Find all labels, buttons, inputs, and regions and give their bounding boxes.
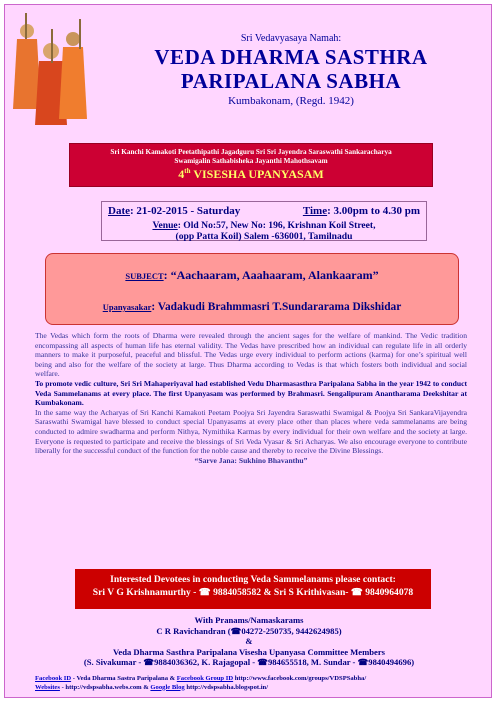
event-number: 4: [178, 167, 185, 181]
subject-label: SUBJECT: [125, 271, 164, 281]
footer-ampersand: &: [245, 636, 253, 646]
invocation-text: Sri Vedavyasaya Namah:: [240, 33, 342, 44]
upanyasakar-row: [46, 297, 458, 315]
organization-title-line2: PARIPALANA SABHA: [180, 69, 402, 93]
footer-organizer: C R Ravichandran (☎04272-250735, 9442624985): [156, 625, 342, 636]
subject-value: : “Aachaaram, Aaahaaram, Alankaaram”: [163, 268, 379, 282]
google-blog-label: Google Blog: [150, 683, 185, 691]
event-banner: [69, 143, 433, 187]
upanyasakar-value: : Vadakudi Brahmmasri T.Sundararama Dikshidar: [151, 301, 402, 313]
closing-blessing: “Sarve Jana: Sukhino Bhavanthu”: [194, 455, 308, 465]
contact-heading: Interested Devotees in conducting Veda Sammelanams please contact:: [110, 574, 396, 585]
acharya-portrait-image: [11, 9, 89, 127]
schedule-box: [101, 201, 427, 241]
event-title: [70, 167, 432, 182]
facebook-id-text: - Veda Dharma Sastra Paripalana &: [71, 675, 177, 682]
date-label: Date: [108, 205, 130, 217]
footer: [11, 615, 487, 668]
paragraph-vedas: The Vedas which form the roots of Dharma were revealed through the ancient sages for the welfare of mankind. The Vedic tradition encompassing all aspects of human life has eternal validity. The Vedas have prescribed how an individual can regulate life in all orderly manners to make it purposeful, peaceful and blissful. The Vedas urge every individual to perform actions (karma) for one’s spiritual well being and also for the welfare of the society at large. Thus Dharma according to Vedas is that which fosters both individual and social welfare.: [35, 331, 467, 379]
date-field: [108, 205, 240, 217]
footer-pranams: With Pranams/Namaskarams: [194, 615, 304, 625]
footer-members: (S. Sivakumar - ☎9884036362, K. Rajagopal - ☎984655518, M. Sundar - ☎9840494696): [83, 657, 415, 667]
contact-box: [75, 569, 431, 609]
flyer-page: [4, 4, 492, 698]
websites-label: Websites: [35, 683, 60, 691]
links-block: [35, 675, 475, 692]
event-name: VISESHA UPANYASAM: [193, 167, 324, 181]
subject-row: [46, 266, 458, 284]
facebook-id-label: Facebook ID: [35, 675, 72, 682]
venue-field: [102, 220, 426, 242]
paragraph-acharyas: In the same way the Acharyas of Sri Kanchi Kamakoti Peetam Poojya Sri Jayendra Saraswathi Swamigal & Poojya Sri SankaraVijayendra Saraswathi Swamigal have blessed to conduct special Upanyasams at every place other than places where veda sammelanams are being conducted to admire swadharma and perform Nithya, Nymithika Karmas by every individual for their own welfare and the society at large. Everyone is requested to participate and receive the blessings of Sri Veda Vyasar & Sri Acharyas. We also encourage everyone to contribute liberally for the successful conduct of the function for the noble cause and thereby to receive the Divine Blessings.: [35, 407, 467, 456]
date-value: : 21-02-2015 - Saturday: [130, 205, 241, 217]
event-number-suffix: th: [184, 167, 191, 175]
header: [95, 11, 487, 107]
venue-label: Venue: [152, 220, 178, 231]
website-link[interactable]: - http://vdspsabha.webs.com &: [59, 683, 151, 691]
body-text: [35, 331, 467, 465]
contact-persons: Sri V G Krishnamurthy - ☎ 9884058582 & Sri S Krithivasan- ☎ 9840964078: [92, 587, 414, 598]
organization-title-line1: VEDA DHARMA SASTHRA: [154, 45, 428, 69]
venue-line1: : Old No:57, New No: 196, Krishnan Koil Street,: [177, 220, 376, 231]
organization-place: Kumbakonam, (Regd. 1942): [228, 95, 354, 107]
venue-line2: (opp Patta Koil) Salem -636001, Tamilnadu: [175, 231, 353, 242]
time-value: : 3.00pm to 4.30 pm: [327, 205, 420, 217]
facebook-group-label: Facebook Group ID: [176, 675, 234, 682]
time-label: Time: [302, 205, 328, 217]
upanyasakar-label: Upanyasakar: [102, 302, 152, 312]
banner-line2: Swamigalin Sathabisheka Jayanthi Mahothsavam: [174, 157, 328, 165]
paragraph-history: To promote vedic culture, Sri Sri Mahaperiyaval had established Vedu Dharmasasthra Paripalana Sabha in the year 1942 to conduct Veda Sammelanams at every place. The first Upanyasam was performed by Brahmasri. Sengalipuram Anantharama Deekshitar at Kumbakonam.: [35, 378, 467, 408]
facebook-group-link[interactable]: http://www.facebook.com/groups/VDSPSabha/: [233, 675, 367, 682]
footer-committee: Veda Dharma Sasthra Paripalana Visesha Upanyasa Committee Members: [112, 646, 386, 657]
time-field: [303, 205, 420, 217]
banner-line1: Sri Kanchi Kamakoti Peetathipathi Jagadguru Sri Sri Jayendra Saraswathi Sankaracharya: [110, 148, 392, 156]
google-blog-link[interactable]: http://vdspsabha.blogspot.in/: [184, 683, 269, 691]
subject-box: [45, 253, 459, 325]
